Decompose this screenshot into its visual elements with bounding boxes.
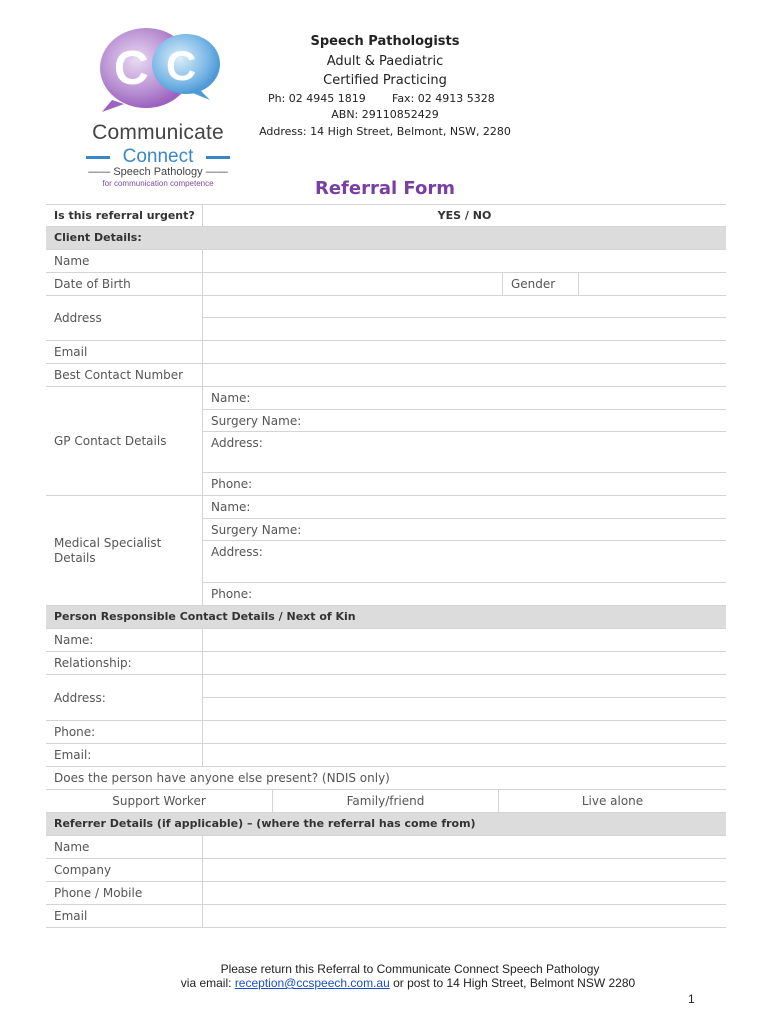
referrer-company-label: Company — [54, 863, 112, 877]
company-logo — [82, 28, 234, 188]
client-name-row — [46, 250, 726, 273]
client-section-header — [46, 227, 726, 250]
svg-text:C: C — [114, 42, 149, 95]
referrer-company-row — [46, 859, 726, 882]
nok-address-row — [46, 675, 726, 721]
client-gender-label: Gender — [502, 273, 578, 295]
nok-relationship-field[interactable] — [202, 652, 726, 674]
client-name-field[interactable] — [202, 250, 726, 272]
footer-contact-line — [0, 976, 770, 990]
client-dob-row — [46, 273, 726, 296]
practice-phone: Ph: 02 4945 1819 — [268, 92, 366, 105]
footer-return-instructions: Please return this Referral to Communicate Connect Speech Pathology — [220, 962, 600, 976]
option-live-alone[interactable]: Live alone — [498, 790, 726, 812]
nok-email-label: Email: — [54, 748, 92, 762]
nok-phone-field[interactable] — [202, 721, 726, 743]
nok-relationship-row — [46, 652, 726, 675]
footer-post-text: or post to 14 High Street, Belmont NSW 2280 — [389, 976, 636, 990]
ndis-question-label: Does the person have anyone else present? (NDIS only) — [54, 771, 390, 785]
gp-address-field[interactable]: Address: — [202, 432, 726, 473]
nok-phone-label: Phone: — [54, 725, 96, 739]
specialist-address-field[interactable]: Address: — [202, 541, 726, 583]
nok-section-header — [46, 606, 726, 629]
referrer-phone-field[interactable] — [202, 882, 726, 904]
client-contact-row — [46, 364, 726, 387]
gp-name-field[interactable]: Name: — [202, 387, 726, 410]
footer-email-link[interactable]: reception@ccspeech.com.au — [234, 976, 390, 990]
gp-surgery-field[interactable]: Surgery Name: — [202, 410, 726, 432]
nok-name-label: Name: — [54, 633, 94, 647]
nok-address-field-2[interactable] — [202, 698, 726, 720]
option-support-worker[interactable]: Support Worker — [112, 794, 206, 808]
nok-phone-row — [46, 721, 726, 744]
logo-subtitle: —— Speech Pathology —— — [88, 166, 228, 178]
referrer-name-label: Name — [54, 840, 90, 854]
nok-address-field-1[interactable] — [202, 675, 726, 698]
logo-tagline: for communication competence — [102, 179, 214, 188]
nok-name-row — [46, 629, 726, 652]
urgent-yes-no-field[interactable]: YES / NO — [202, 205, 726, 226]
specialist-block — [46, 496, 726, 606]
specialist-surgery-field[interactable]: Surgery Name: — [202, 519, 726, 541]
nok-email-row — [46, 744, 726, 767]
client-email-label: Email — [54, 345, 88, 359]
client-contact-field[interactable] — [202, 364, 726, 386]
practice-title: Speech Pathologists — [310, 34, 460, 49]
gp-phone-field[interactable]: Phone: — [202, 473, 726, 495]
logo-speech-bubbles-icon — [82, 28, 234, 113]
client-email-row — [46, 341, 726, 364]
specialist-name-field[interactable]: Name: — [202, 496, 726, 519]
referrer-phone-row — [46, 882, 726, 905]
referrer-email-label: Email — [54, 909, 88, 923]
practice-address: Address: 14 High Street, Belmont, NSW, 2280 — [259, 125, 511, 138]
referrer-email-row — [46, 905, 726, 928]
referrer-phone-label: Phone / Mobile — [54, 886, 143, 900]
logo-word-communicate: Communicate — [92, 121, 224, 144]
gp-label: GP Contact Details — [54, 434, 167, 448]
urgent-label: Is this referral urgent? — [54, 209, 195, 222]
practice-line3: Certified Practicing — [323, 73, 447, 88]
nok-email-field[interactable] — [202, 744, 726, 766]
practice-fax: Fax: 02 4913 5328 — [392, 92, 495, 105]
client-address-row — [46, 296, 726, 341]
client-name-label: Name — [54, 254, 90, 268]
option-family-friend[interactable]: Family/friend — [272, 790, 498, 812]
specialist-label: Medical Specialist Details — [54, 536, 162, 565]
gp-block — [46, 387, 726, 496]
logo-subtitle-text: Speech Pathology — [113, 166, 203, 178]
logo-connect-band — [86, 146, 230, 166]
nok-address-label: Address: — [54, 691, 106, 705]
urgent-row — [46, 204, 726, 227]
svg-text:C: C — [166, 42, 197, 89]
referrer-section-header — [46, 813, 726, 836]
specialist-phone-field[interactable]: Phone: — [202, 583, 726, 605]
nok-relationship-label: Relationship: — [54, 656, 132, 670]
referral-form-table — [46, 204, 726, 928]
practice-abn: ABN: 29110852429 — [331, 108, 439, 121]
client-address-field-2[interactable] — [202, 318, 726, 340]
practice-line2: Adult & Paediatric — [326, 54, 444, 69]
client-dob-field[interactable] — [202, 273, 502, 295]
nok-name-field[interactable] — [202, 629, 726, 651]
referrer-name-row — [46, 836, 726, 859]
referrer-name-field[interactable] — [202, 836, 726, 858]
page-number: 1 — [688, 992, 695, 1006]
client-address-field-1[interactable] — [202, 296, 726, 318]
footer-via-text: via email: — [180, 976, 235, 990]
ndis-question-row — [46, 767, 726, 790]
logo-word-connect: Connect — [122, 146, 194, 167]
referrer-company-field[interactable] — [202, 859, 726, 881]
form-title: Referral Form — [314, 178, 455, 199]
client-section-title: Client Details: — [54, 231, 142, 244]
client-contact-label: Best Contact Number — [54, 368, 184, 382]
nok-section-title: Person Responsible Contact Details / Next of Kin — [54, 610, 356, 623]
ndis-options-row — [46, 790, 726, 813]
logo-bar-right — [206, 156, 230, 159]
referrer-email-field[interactable] — [202, 905, 726, 927]
referrer-section-title: Referrer Details (if applicable) – (where the referral has come from) — [54, 817, 476, 830]
client-email-field[interactable] — [202, 341, 726, 363]
client-address-label: Address — [54, 311, 102, 325]
client-gender-field[interactable] — [578, 273, 726, 295]
client-dob-label: Date of Birth — [54, 277, 131, 291]
